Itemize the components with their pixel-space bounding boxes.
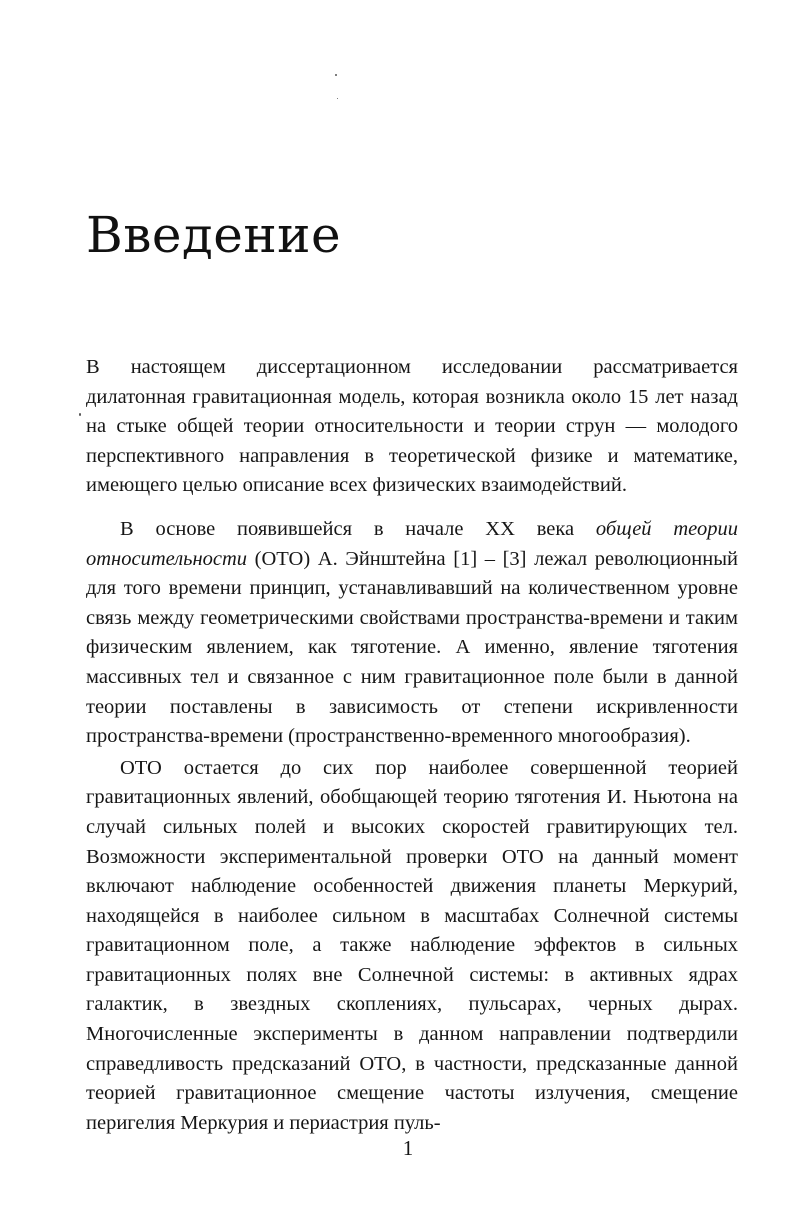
body-text [86, 353, 738, 1138]
scan-speck [79, 413, 81, 416]
chapter-title: Введение [86, 206, 342, 264]
paragraph-text: (ОТО) А. Эйнштейна [1] – [3] лежал революционный для того времени принцип, устанавливавший на количественном уровне связь между геометрическими свойствами пространства-времени и таким физическим явлением, как тяготение. А именно, явление тяготения массивных тел и связанное с ним гравитационное поле были в данной теории поставлены в зависимость от степени искривленности пространства-времени (пространственно-временного многообразия). [86, 547, 738, 748]
paragraph: ОТО остается до сих пор наиболее совершенной теорией гравитационных явлений, обобщающей теорию тяготения И. Ньютона на случай сильных полей и высоких скоростей гравитирующих тел. Возможности экспериментальной проверки ОТО на данный момент включают наблюдение особенностей движения планеты Меркурий, находящейся в наиболее сильном в масштабах Солнечной системы гравитационном поле, а также наблюдение эффектов в сильных гравитационных полях вне Солнечной системы: в активных ядрах галактик, в звездных скоплениях, пульсарах, черных дырах. Многочисленные эксперименты в данном направлении подтвердили справедливость предсказаний ОТО, в частности, предсказанные данной теорией гравитационное смещение частоты излучения, смещение перигелия Меркурия и периастрия пуль- [86, 756, 738, 1134]
paragraph: В настоящем диссертационном исследовании рассматривается дилатонная гравитационная модель, которая возникла около 15 лет назад на стыке общей теории относительности и теории струн — молодого перспективного направления в теоретической физике и математике, имеющего целью описание всех физических взаимодействий. [86, 356, 738, 497]
paragraph [86, 515, 738, 752]
emphasized-term: общей теории относительности [86, 517, 738, 570]
paragraph-text: В основе появившейся в начале XX века [120, 517, 596, 540]
scan-speck [337, 98, 338, 99]
page-number: 1 [402, 1136, 414, 1160]
scan-speck [335, 74, 337, 76]
